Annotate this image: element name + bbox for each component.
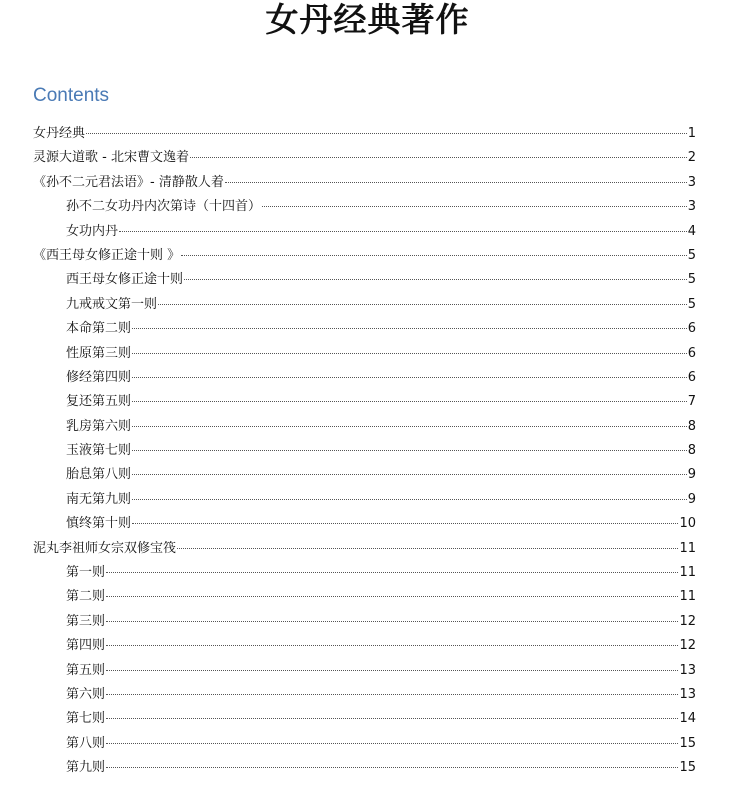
- toc-subentry[interactable]: [33, 585, 696, 609]
- dot-leader: [158, 304, 687, 305]
- toc-subentry[interactable]: [33, 610, 696, 634]
- toc-entry-title[interactable]: 性原第三则: [66, 345, 132, 361]
- toc-entry-title[interactable]: 第九则: [66, 760, 106, 776]
- toc-entry-title[interactable]: 灵源大道歌 - 北宋曹文逸着: [33, 150, 189, 166]
- toc-subentry[interactable]: [33, 512, 696, 536]
- toc-entry[interactable]: [33, 171, 696, 195]
- toc-entry-title[interactable]: 泥丸李祖师女宗双修宝筏: [33, 540, 177, 556]
- toc-subentry[interactable]: [33, 732, 696, 756]
- dot-leader: [132, 450, 687, 451]
- toc-subentry[interactable]: [33, 293, 696, 317]
- dot-leader: [132, 499, 687, 500]
- toc-page-number[interactable]: 12: [679, 638, 696, 654]
- table-of-contents: [33, 122, 696, 781]
- toc-subentry[interactable]: [33, 756, 696, 780]
- toc-entry-title[interactable]: 《孙不二元君法语》- 清静散人着: [33, 174, 224, 190]
- dot-leader: [181, 255, 687, 256]
- toc-subentry[interactable]: [33, 634, 696, 658]
- toc-page-number[interactable]: 6: [687, 321, 696, 337]
- toc-page-number[interactable]: 9: [687, 491, 696, 507]
- toc-page-number[interactable]: 11: [679, 540, 696, 556]
- toc-page-number[interactable]: 11: [679, 565, 696, 581]
- toc-page-number[interactable]: 13: [679, 686, 696, 702]
- toc-page-number[interactable]: 6: [687, 345, 696, 361]
- toc-page-number[interactable]: 15: [679, 735, 696, 751]
- dot-leader: [132, 401, 687, 402]
- toc-entry[interactable]: [33, 244, 696, 268]
- dot-leader: [106, 718, 678, 719]
- toc-entry[interactable]: [33, 146, 696, 170]
- toc-entry-title[interactable]: 第五则: [66, 662, 106, 678]
- toc-page-number[interactable]: 7: [687, 394, 696, 410]
- dot-leader: [177, 548, 678, 549]
- dot-leader: [132, 377, 687, 378]
- toc-subentry[interactable]: [33, 707, 696, 731]
- toc-subentry[interactable]: [33, 561, 696, 585]
- dot-leader: [132, 353, 687, 354]
- toc-entry-title[interactable]: 复还第五则: [66, 394, 132, 410]
- toc-page-number[interactable]: 5: [687, 247, 696, 263]
- toc-entry-title[interactable]: 第四则: [66, 638, 106, 654]
- toc-page-number[interactable]: 11: [679, 589, 696, 605]
- document-title: 女丹经典著作: [265, 0, 470, 39]
- toc-entry-title[interactable]: 第三则: [66, 613, 106, 629]
- toc-page-number[interactable]: 13: [679, 662, 696, 678]
- dot-leader: [106, 645, 678, 646]
- dot-leader: [225, 182, 687, 183]
- toc-entry-title[interactable]: 九戒戒文第一则: [66, 296, 158, 312]
- toc-subentry[interactable]: [33, 415, 696, 439]
- toc-subentry[interactable]: [33, 659, 696, 683]
- dot-leader: [132, 328, 687, 329]
- toc-entry-title[interactable]: 本命第二则: [66, 321, 132, 337]
- dot-leader: [262, 206, 687, 207]
- toc-subentry[interactable]: [33, 390, 696, 414]
- toc-page-number[interactable]: 9: [687, 467, 696, 483]
- toc-entry-title[interactable]: 第七则: [66, 711, 106, 727]
- toc-page-number[interactable]: 6: [687, 369, 696, 385]
- dot-leader: [132, 426, 687, 427]
- toc-page-number[interactable]: 1: [687, 126, 696, 141]
- toc-entry-title[interactable]: 胎息第八则: [66, 467, 132, 483]
- dot-leader: [132, 523, 678, 524]
- toc-page-number[interactable]: 14: [679, 711, 696, 727]
- toc-page-number[interactable]: 8: [687, 443, 696, 459]
- dot-leader: [184, 279, 687, 280]
- toc-page-number[interactable]: 3: [687, 199, 696, 215]
- toc-entry-title[interactable]: 西王母女修正途十则: [66, 272, 184, 288]
- toc-page-number[interactable]: 15: [679, 760, 696, 776]
- dot-leader: [106, 694, 678, 695]
- dot-leader: [106, 572, 678, 573]
- toc-subentry[interactable]: [33, 683, 696, 707]
- toc-entry-title[interactable]: 女功内丹: [66, 223, 119, 239]
- toc-subentry[interactable]: [33, 488, 696, 512]
- toc-entry-title[interactable]: 女丹经典: [33, 126, 86, 141]
- toc-entry-title[interactable]: 慎终第十则: [66, 516, 132, 532]
- toc-entry-title[interactable]: 第二则: [66, 589, 106, 605]
- toc-entry[interactable]: [33, 537, 696, 561]
- toc-heading: Contents: [33, 85, 110, 106]
- toc-page-number[interactable]: 8: [687, 418, 696, 434]
- toc-entry-title[interactable]: 玉液第七则: [66, 443, 132, 459]
- toc-page-number[interactable]: 4: [687, 223, 696, 239]
- dot-leader: [132, 474, 687, 475]
- dot-leader: [106, 743, 678, 744]
- toc-entry-title[interactable]: 乳房第六则: [66, 418, 132, 434]
- dot-leader: [106, 596, 678, 597]
- toc-subentry[interactable]: [33, 220, 696, 244]
- toc-entry-title[interactable]: 第一则: [66, 565, 106, 581]
- dot-leader: [86, 133, 687, 134]
- toc-page-number[interactable]: 5: [687, 272, 696, 288]
- toc-entry-title[interactable]: 孙不二女功丹内次第诗（十四首）: [66, 199, 262, 215]
- toc-entry-title[interactable]: 《西王母女修正途十则 》: [33, 247, 181, 263]
- toc-page-number[interactable]: 10: [679, 516, 696, 532]
- toc-subentry[interactable]: [33, 342, 696, 366]
- toc-entry-title[interactable]: 修经第四则: [66, 369, 132, 385]
- toc-entry-title[interactable]: 南无第九则: [66, 491, 132, 507]
- toc-page-number[interactable]: 2: [687, 150, 696, 166]
- toc-subentry[interactable]: [33, 439, 696, 463]
- toc-entry[interactable]: [33, 122, 696, 146]
- toc-page-number[interactable]: 3: [687, 174, 696, 190]
- dot-leader: [119, 231, 687, 232]
- toc-entry-title[interactable]: 第六则: [66, 686, 106, 702]
- dot-leader: [106, 621, 678, 622]
- dot-leader: [106, 767, 678, 768]
- toc-subentry[interactable]: [33, 268, 696, 292]
- dot-leader: [106, 670, 678, 671]
- toc-subentry[interactable]: [33, 317, 696, 341]
- toc-subentry[interactable]: [33, 195, 696, 219]
- toc-entry-title[interactable]: 第八则: [66, 735, 106, 751]
- dot-leader: [190, 157, 687, 158]
- toc-page-number[interactable]: 12: [679, 613, 696, 629]
- toc-subentry[interactable]: [33, 463, 696, 487]
- toc-page-number[interactable]: 5: [687, 296, 696, 312]
- toc-subentry[interactable]: [33, 366, 696, 390]
